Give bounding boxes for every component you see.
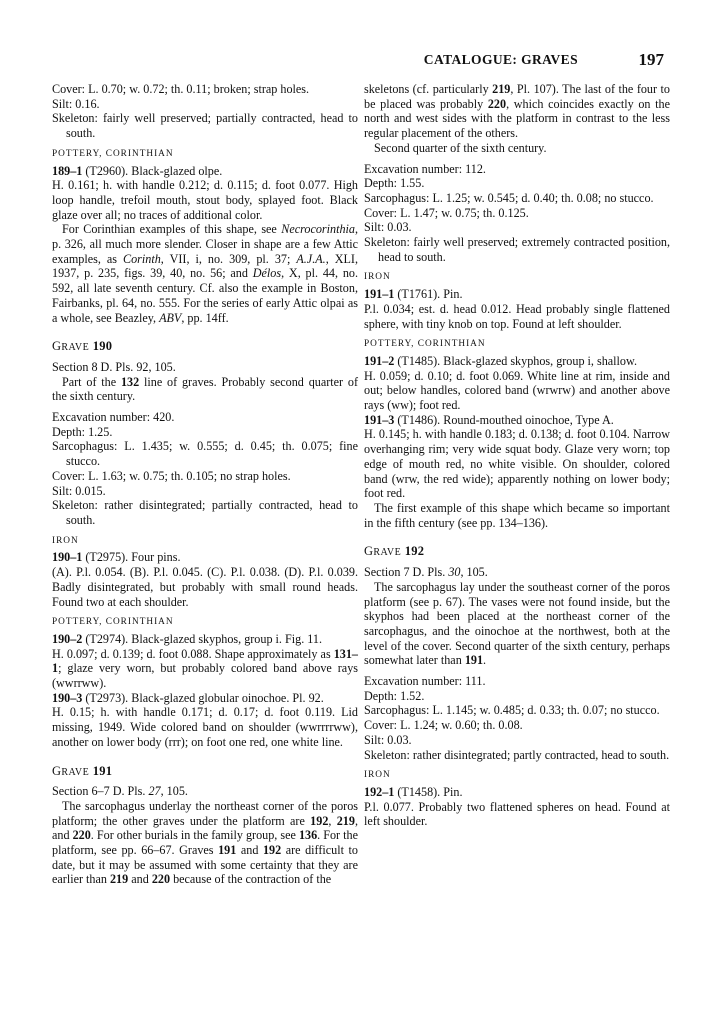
grave-189-silt: Silt: 0.16. [52, 96, 100, 111]
entry-190-3-desc: H. 0.15; h. with handle 0.171; d. 0.17; d. foot 0.119. Lid missing, 1949. Wide colored band on shoulder (wwrrrrww), another on lower body (rrr); on foot one red, one white line. [52, 705, 358, 749]
entry-191-3-desc: H. 0.145; h. with handle 0.183; d. 0.138; d. foot 0.104. Narrow overhanging rim; very wide squat body. Glaze very worn; top edge of mouth red, no white visible. On shoulder, colored band (wrw, the red wide); apparently nothing on lower body; foot red. [364, 427, 670, 501]
grave-190-heading: GRAVE 190 [52, 339, 113, 354]
category-heading: IRON [364, 272, 391, 283]
grave-192-heading: GRAVE 192 [364, 544, 425, 559]
grave-190-cover: Cover: L. 1.63; w. 0.75; th. 0.105; no strap holes. [52, 468, 291, 483]
entry-number: 189–1 [52, 163, 83, 178]
grave-190-excavation: Excavation number: 420. [52, 410, 175, 425]
grave-192-excavation: Excavation number: 111. [364, 674, 486, 689]
grave-191-depth: Depth: 1.55. [364, 176, 425, 191]
entry-190-1-title: 190–1 (T2975). Four pins. [52, 550, 181, 565]
right-column [364, 82, 670, 829]
category-heading: POTTERY, CORINTHIAN [364, 339, 486, 350]
left-column [52, 82, 358, 887]
grave-191-heading: GRAVE 191 [52, 763, 113, 778]
grave-191-cover: Cover: L. 1.47; w. 0.75; th. 0.125. [364, 205, 529, 220]
grave-192-depth: Depth: 1.52. [364, 688, 425, 703]
entry-189-1-title [52, 164, 358, 179]
grave-191-text: The sarcophagus underlay the northeast corner of the poros platform; the other graves under the platform are 192, 219, and 220. For other burials in the family group, see 136. For the platform, see pp. 66–67. Graves 191 and 192 are difficult to date, but it may be assumed with some certainty that they are earlier than 219 and 220 because of the contraction of the [52, 798, 358, 887]
entry-191-3-title: 191–3 (T1486). Round-mouthed oinochoe, Type A. [364, 412, 614, 427]
grave-191-text-continued: skeletons (cf. particularly 219, Pl. 107). The last of the four to be placed was probably 220, which coincides exactly on the north and west sides with the platform in contrast to the less regular placement of the others. [364, 82, 670, 141]
grave-190-depth: Depth: 1.25. [52, 424, 113, 439]
category-heading: POTTERY, CORINTHIAN [52, 617, 174, 628]
entry-191-2-desc: H. 0.059; d. 0.10; d. foot 0.069. White line at rim, inside and out; below handles, colored band (wrwrw) and another above rays (ww); foot red. [364, 368, 670, 413]
running-title: CATALOGUE: GRAVES [423, 52, 578, 67]
entry-title-text: (T2960). Black-glazed olpe. [82, 163, 223, 178]
entry-189-1-note: For Corinthian examples of this shape, see Necrocorinthia, p. 326, all much more slender. Closer in shape are a few Attic examples, as Corinth, VII, i, no. 309, pl. 37; A.J.A., XLI, 1937, p. 235, figs. 39, 40, no. 56; and Délos, X, pl. 44, no. 592, all late seventh century. Cf. also the example in Boston, Fairbanks, pl. 64, no. 555. For the series of early Attic olpai as a whole, see Beazley, ABV, pp. 14ff. [52, 222, 358, 325]
grave-190-sarcophagus: Sarcophagus: L. 1.435; w. 0.555; d. 0.45; th. 0.075; fine stucco. [52, 439, 358, 469]
grave-191-section: Section 6–7 D. Pls. 27, 105. [52, 784, 188, 799]
category-heading: IRON [52, 535, 79, 546]
grave-192-cover: Cover: L. 1.24; w. 0.60; th. 0.08. [364, 718, 523, 733]
grave-191-sarcophagus: Sarcophagus: L. 1.25; w. 0.545; d. 0.40; th. 0.08; no stucco. [364, 190, 654, 205]
category-heading: POTTERY, CORINTHIAN [52, 148, 174, 159]
grave-192-text: The sarcophagus lay under the southeast corner of the poros platform (see p. 67). The vases were not found inside, but the skyphos had been placed at the northeast corner of the sarcophagus, and the oinochoe at the northwest, both at the level of the cover. Second quarter of the sixth century, perhaps somewhat later than 191. [364, 579, 670, 668]
grave-191-skeleton: Skeleton: fairly well preserved; extremely contracted position, head to south. [364, 235, 670, 264]
entry-192-1-title: 192–1 (T1458). Pin. [364, 784, 463, 799]
grave-192-silt: Silt: 0.03. [364, 732, 412, 747]
entry-191-3-note: The first example of this shape which became so important in the fifth century (see pp. 134–136). [364, 500, 670, 530]
page-header [52, 50, 664, 74]
grave-192-section: Section 7 D. Pls. 30, 105. [364, 565, 488, 580]
grave-190-skeleton: Skeleton: rather disintegrated; partially contracted, head to south. [52, 498, 358, 527]
entry-191-1-desc: P.l. 0.034; est. d. head 0.012. Head probably single flattened sphere, with tiny knob on top. Found at left shoulder. [364, 301, 670, 331]
entry-192-1-desc: P.l. 0.077. Probably two flattened spheres on head. Found at left shoulder. [364, 799, 670, 829]
entry-190-1-desc: (A). P.l. 0.054. (B). P.l. 0.045. (C). P.l. 0.038. (D). P.l. 0.039. Badly disintegrated, but probably with small round heads. Found two at each shoulder. [52, 565, 358, 609]
entry-190-2-title: 190–2 (T2974). Black-glazed skyphos, group i. Fig. 11. [52, 631, 322, 646]
page-number: 197 [638, 50, 664, 69]
grave-190-silt: Silt: 0.015. [52, 483, 106, 498]
grave-191-excavation: Excavation number: 112. [364, 161, 486, 176]
grave-189-skeleton: Skeleton: fairly well preserved; partially contracted, head to south. [52, 111, 358, 141]
grave-189-cover: Cover: L. 0.70; w. 0.72; th. 0.11; broken; strap holes. [52, 82, 310, 96]
grave-190-text: Part of the 132 line of graves. Probably second quarter of the sixth century. [52, 374, 359, 404]
entry-190-2-desc: H. 0.097; d. 0.139; d. foot 0.088. Shape approximately as 131–1; glaze very worn, but probably colored band above rays (wwrrww). [52, 646, 358, 691]
grave-190-section: Section 8 D. Pls. 92, 105. [52, 359, 176, 374]
entry-191-1-title: 191–1 (T1761). Pin. [364, 287, 463, 302]
grave-192-sarcophagus: Sarcophagus: L. 1.145; w. 0.485; d. 0.33; th. 0.07; no stucco. [364, 703, 660, 718]
entry-190-3-title: 190–3 (T2973). Black-glazed globular oinochoe. Pl. 92. [52, 690, 324, 705]
entry-189-1-desc: H. 0.161; h. with handle 0.212; d. 0.115; d. foot 0.077. High loop handle, trefoil mouth, stout body, splayed foot. Black glaze over all; no traces of additional color. [52, 178, 358, 222]
category-heading: IRON [364, 770, 391, 781]
grave-191-date: Second quarter of the sixth century. [374, 140, 547, 155]
grave-192-skeleton: Skeleton: rather disintegrated; partly contracted, head to south. [364, 747, 670, 762]
entry-191-2-title: 191–2 (T1485). Black-glazed skyphos, group i, shallow. [364, 353, 638, 368]
grave-191-silt: Silt: 0.03. [364, 220, 412, 235]
